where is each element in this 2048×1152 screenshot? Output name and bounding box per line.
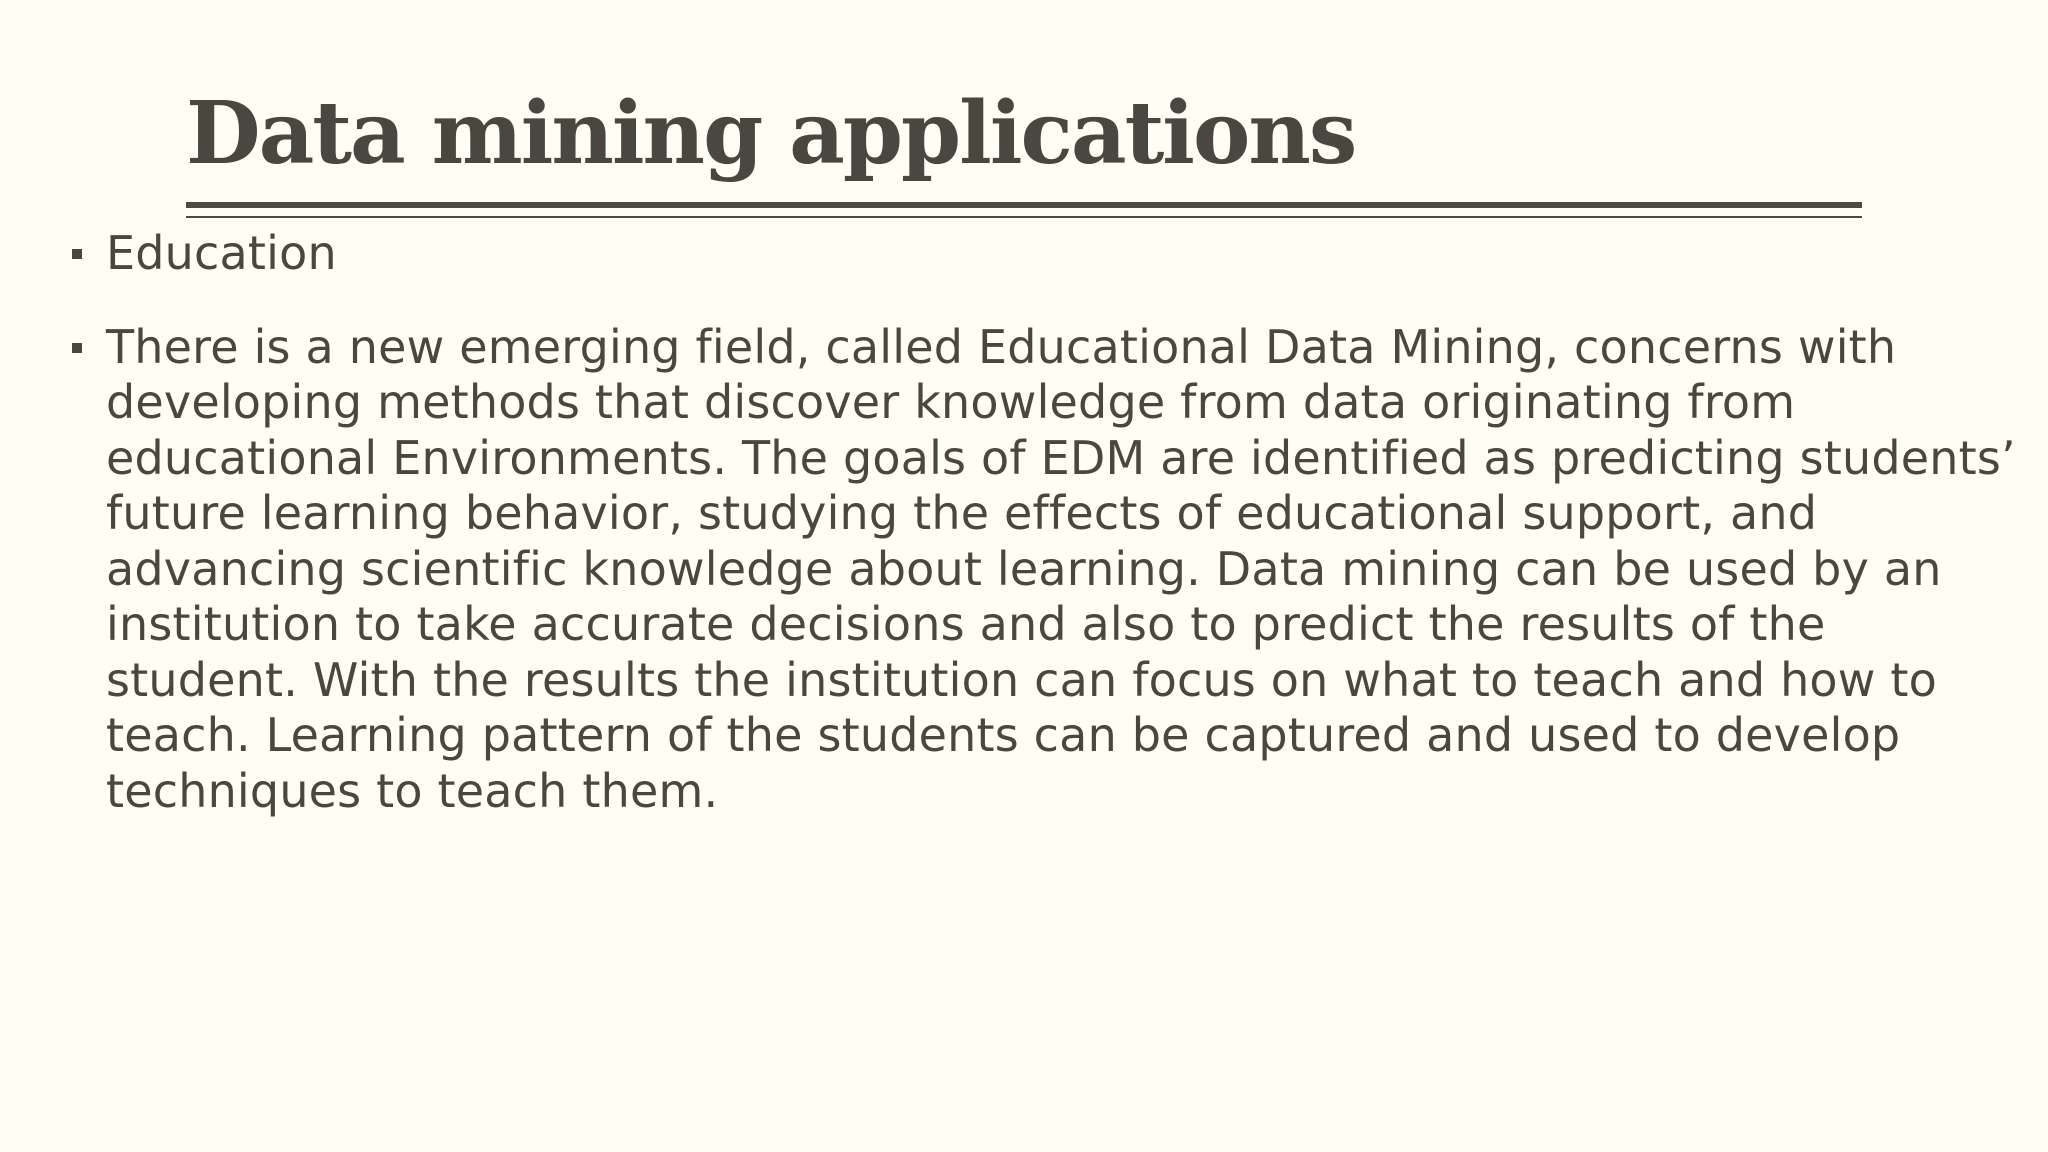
- title-underline-thick: [186, 202, 1862, 208]
- square-bullet-icon: [72, 249, 82, 259]
- bullet-text-line: developing methods that discover knowledge from data originating from: [106, 375, 1796, 429]
- bullet-text-line: There is a new emerging field, called Educational Data Mining, concerns with: [106, 319, 1897, 374]
- slide-title: Data mining applications: [186, 83, 1356, 184]
- bullet-item-edm-description: [70, 320, 2032, 820]
- bullet-text-line: teach. Learning pattern of the students can be captured and used to develop: [106, 708, 1901, 762]
- bullet-text-line: educational Environments. The goals of EDM are identified as predicting students’: [106, 430, 2016, 485]
- square-bullet-icon: [72, 343, 82, 353]
- bullet-text-line: student. With the results the institution can focus on what to teach and how to: [106, 652, 1938, 707]
- bullet-item-education: [70, 226, 2032, 282]
- bullet-text-line: advancing scientific knowledge about learning. Data mining can be used by an: [106, 541, 1942, 596]
- bullet-text-line: institution to take accurate decisions and also to predict the results of the: [106, 597, 1826, 651]
- bullet-text-line: Education: [106, 226, 337, 280]
- bullet-text-line: future learning behavior, studying the effects of educational support, and: [106, 486, 1818, 540]
- title-underline-thin: [186, 216, 1862, 218]
- bullet-list: [70, 226, 2032, 819]
- bullet-text-line: techniques to teach them.: [106, 763, 719, 818]
